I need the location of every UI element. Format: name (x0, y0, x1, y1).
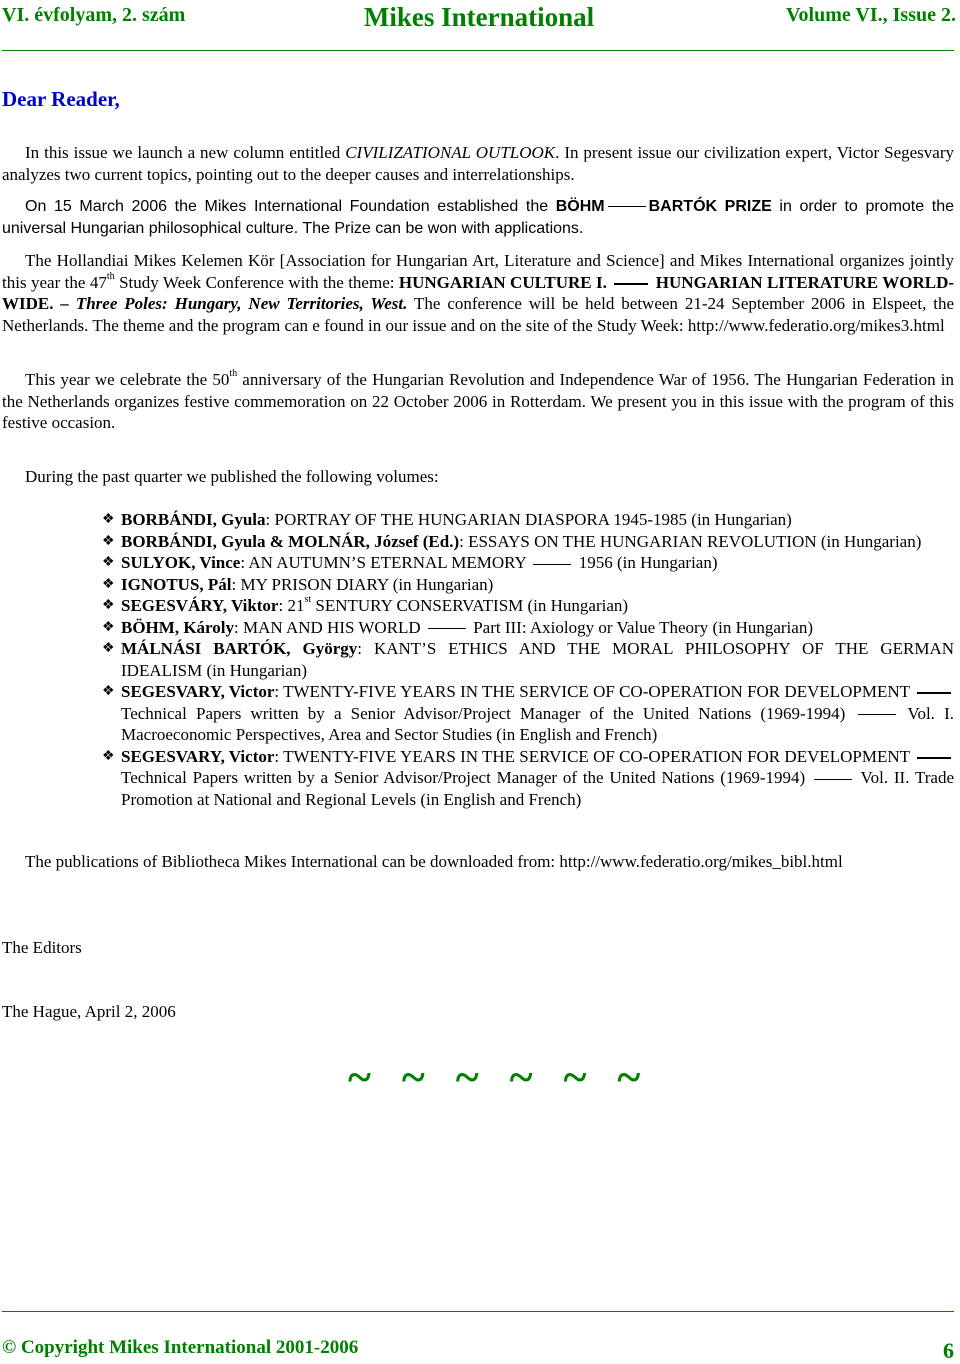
list-item: ❖ BORBÁNDI, Gyula & MOLNÁR, József (Ed.): ESSAYS ON THE HUNGARIAN REVOLUTION (in Hungarian) (102, 531, 922, 551)
list-item: ❖ SEGESVÁRY, Viktor: 21st SENTURY CONSERVATISM (in Hungarian) (102, 594, 629, 615)
header-issue-en: Volume VI., Issue 2. (785, 4, 956, 26)
signature: The Editors (2, 938, 82, 957)
footer-copyright: © Copyright Mikes International 2001-2006 (2, 1337, 359, 1358)
prize-name: BÖHM BARTÓK PRIZE (555, 198, 772, 215)
diamond-bullet-icon: ❖ (102, 576, 115, 592)
paragraph-anniversary: This year we celebrate the 50th anniversary of the Hungarian Revolution and Independence War of 1956. The Hungarian Federation in the Netherlands organizes festive commemoration on 22 October 2006 in Rotterdam. We present you in this issue with the program of this festive occasion. (2, 368, 954, 432)
column-name: CIVILIZATIONAL OUTLOOK (345, 143, 556, 162)
page-number: 6 (943, 1338, 954, 1363)
paragraph-study-week: The Hollandiai Mikes Kelemen Kör [Association for Hungarian Art, Literature and Science] and Mikes International organizes jointly this year the 47th Study Week Conference with the theme: HUNGARIAN CULTURE I. HUNGARIAN LITERATURE WORLD-WIDE. – Three Poles: Hungary, New Territories, West. The conference will be held between 21-24 September 2006 in Elspeet, the Netherlands. The theme and the program can e found in our issue and on the site of the Study Week: http://www.federatio.org/mikes3.html (2, 251, 955, 335)
paragraph-download: The publications of Bibliotheca Mikes International can be downloaded from: http://www.federatio.org/mikes_bibl.html (25, 852, 843, 871)
diamond-bullet-icon: ❖ (102, 641, 115, 656)
list-item: ❖ MÁLNÁSI BARTÓK, György: KANT’S ETHICS AND THE MORAL PHILOSOPHY OF THE GERMAN IDEALISM (in Hungarian) (102, 639, 955, 680)
paragraph-volumes-intro: During the past quarter we published the following volumes: (25, 467, 439, 486)
diamond-bullet-icon: ❖ (102, 512, 115, 527)
diamond-bullet-icon: ❖ (102, 748, 115, 764)
list-item: ❖ BORBÁNDI, Gyula: PORTRAY OF THE HUNGARIAN DIASPORA 1945-1985 (in Hungarian) (102, 510, 792, 529)
greeting: Dear Reader, (2, 87, 120, 111)
header-rule (2, 50, 954, 51)
diamond-bullet-icon: ❖ (102, 684, 115, 699)
place-date: The Hague, April 2, 2006 (2, 1002, 176, 1021)
diamond-bullet-icon: ❖ (102, 619, 115, 635)
list-item: ❖ SULYOK, Vince: AN AUTUMN’S ETERNAL MEMORY 1956 (in Hungarian) (102, 553, 718, 572)
footer-rule (2, 1311, 954, 1312)
volumes-list (2, 509, 954, 810)
list-item: ❖ BÖHM, Károly: MAN AND HIS WORLD Part III: Axiology or Value Theory (in Hungarian) (102, 617, 813, 637)
list-item: ❖ SEGESVARY, Victor: TWENTY-FIVE YEARS IN THE SERVICE OF CO-OPERATION FOR DEVELOPMENT Technical Papers written by a Senior Advisor/Project Manager of the United Nations (1969-1994) Vol. II. Trade Promotion at National and Regional Levels (in English and French) (102, 746, 954, 809)
diamond-bullet-icon: ❖ (102, 555, 115, 570)
tilde-ornament: ~ ~ ~ ~ ~ ~ (348, 1053, 651, 1102)
paragraph-prize: On 15 March 2006 the Mikes International Foundation established the BÖHM BARTÓK PRIZE in order to promote the universal Hungarian philosophical culture. The Prize can be won with applications. (2, 198, 955, 237)
diamond-bullet-icon: ❖ (102, 598, 115, 613)
header-title: Mikes International (363, 2, 595, 32)
list-item: ❖ IGNOTUS, Pál: MY PRISON DIARY (in Hungarian) (102, 574, 494, 594)
paragraph-column: In this issue we launch a new column entitled CIVILIZATIONAL OUTLOOK. In present issue our civilization expert, Victor Segesvary analyzes two current topics, pointing out to the deeper causes and interrelationships. (2, 143, 954, 184)
list-item: ❖ SEGESVARY, Victor: TWENTY-FIVE YEARS IN THE SERVICE OF CO-OPERATION FOR DEVELOPMENT Technical Papers written by a Senior Advisor/Project Manager of the United Nations (1969-1994) Vol. I. Macroeconomic Perspectives, Area and Sector Studies (in English and French) (102, 682, 954, 744)
running-header (2, 2, 956, 36)
diamond-bullet-icon: ❖ (102, 533, 115, 549)
header-issue-hu: VI. évfolyam, 2. szám (2, 4, 186, 26)
